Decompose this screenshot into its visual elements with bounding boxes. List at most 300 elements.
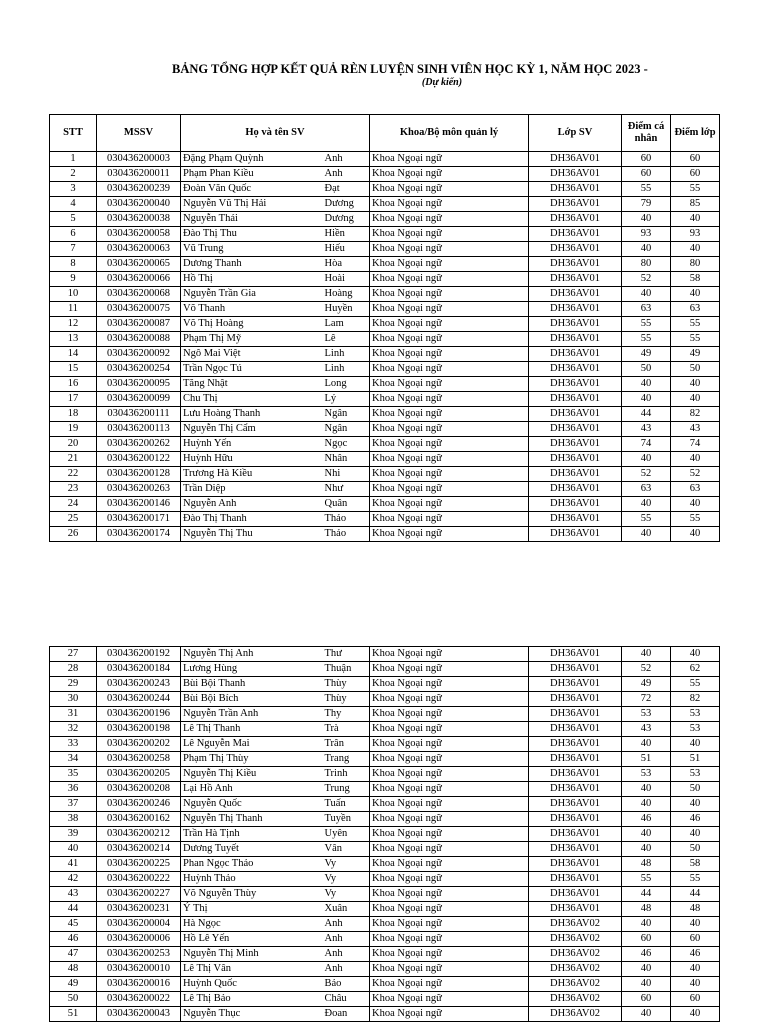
header-class: Lớp SV	[529, 115, 622, 152]
row-individual-score: 40	[622, 452, 671, 467]
row-individual-score: 79	[622, 197, 671, 212]
row-mssv: 030436200011	[97, 167, 181, 182]
table-row	[50, 662, 720, 677]
row-class: DH36AV01	[529, 872, 622, 887]
row-last-name: Hòa	[323, 257, 370, 272]
row-mssv: 030436200092	[97, 347, 181, 362]
row-class-score: 55	[671, 317, 720, 332]
row-class-score: 44	[671, 887, 720, 902]
document-title: BẢNG TỔNG HỢP KẾT QUẢ RÈN LUYỆN SINH VIÊN HỌC KỲ 1, NĂM HỌC 2023 -	[172, 62, 648, 76]
row-stt: 9	[50, 272, 97, 287]
row-last-name: Anh	[323, 152, 370, 167]
table-row	[50, 677, 720, 692]
row-last-name: Nhi	[323, 467, 370, 482]
row-mssv: 030436200227	[97, 887, 181, 902]
results-table-part1	[49, 114, 720, 542]
row-class: DH36AV01	[529, 722, 622, 737]
row-last-name: Anh	[323, 962, 370, 977]
row-last-name: Anh	[323, 167, 370, 182]
row-first-name: Vũ Trung	[181, 242, 323, 257]
row-individual-score: 52	[622, 467, 671, 482]
row-mssv: 030436200016	[97, 977, 181, 992]
row-mssv: 030436200010	[97, 962, 181, 977]
row-mssv: 030436200111	[97, 407, 181, 422]
row-mssv: 030436200128	[97, 467, 181, 482]
row-mssv: 030436200043	[97, 1007, 181, 1022]
row-first-name: Trần Diệp	[181, 482, 323, 497]
row-class: DH36AV01	[529, 422, 622, 437]
row-class: DH36AV02	[529, 917, 622, 932]
row-first-name: Nguyễn Thị Thu	[181, 527, 323, 542]
row-class-score: 85	[671, 197, 720, 212]
row-department: Khoa Ngoại ngữ	[370, 512, 529, 527]
row-department: Khoa Ngoại ngữ	[370, 692, 529, 707]
row-stt: 48	[50, 962, 97, 977]
row-class-score: 46	[671, 947, 720, 962]
row-last-name: Thùy	[323, 677, 370, 692]
row-first-name: Võ Thị Hoàng	[181, 317, 323, 332]
table-row	[50, 902, 720, 917]
row-last-name: Trinh	[323, 767, 370, 782]
row-class-score: 40	[671, 1007, 720, 1022]
row-stt: 46	[50, 932, 97, 947]
row-last-name: Long	[323, 377, 370, 392]
row-last-name: Hiếu	[323, 242, 370, 257]
row-last-name: Trà	[323, 722, 370, 737]
row-last-name: Linh	[323, 347, 370, 362]
row-department: Khoa Ngoại ngữ	[370, 317, 529, 332]
row-stt: 2	[50, 167, 97, 182]
row-stt: 29	[50, 677, 97, 692]
row-first-name: Chu Thị	[181, 392, 323, 407]
row-first-name: Hà Ngọc	[181, 917, 323, 932]
table-row	[50, 737, 720, 752]
row-mssv: 030436200088	[97, 332, 181, 347]
row-individual-score: 72	[622, 692, 671, 707]
row-mssv: 030436200087	[97, 317, 181, 332]
row-first-name: Đào Thị Thu	[181, 227, 323, 242]
row-department: Khoa Ngoại ngữ	[370, 182, 529, 197]
row-mssv: 030436200243	[97, 677, 181, 692]
row-last-name: Ngân	[323, 422, 370, 437]
row-class-score: 40	[671, 377, 720, 392]
row-class: DH36AV01	[529, 242, 622, 257]
row-stt: 28	[50, 662, 97, 677]
row-mssv: 030436200263	[97, 482, 181, 497]
row-class-score: 40	[671, 527, 720, 542]
row-class-score: 48	[671, 902, 720, 917]
row-class-score: 40	[671, 392, 720, 407]
row-stt: 31	[50, 707, 97, 722]
row-last-name: Đoan	[323, 1007, 370, 1022]
table-row	[50, 482, 720, 497]
row-first-name: Nguyễn Thục	[181, 1007, 323, 1022]
table-row	[50, 257, 720, 272]
row-class: DH36AV01	[529, 467, 622, 482]
row-class: DH36AV01	[529, 827, 622, 842]
row-class-score: 40	[671, 977, 720, 992]
row-class: DH36AV01	[529, 362, 622, 377]
row-first-name: Lê Thị Vân	[181, 962, 323, 977]
row-department: Khoa Ngoại ngữ	[370, 797, 529, 812]
row-mssv: 030436200171	[97, 512, 181, 527]
row-stt: 42	[50, 872, 97, 887]
row-department: Khoa Ngoại ngữ	[370, 872, 529, 887]
row-mssv: 030436200262	[97, 437, 181, 452]
row-last-name: Vy	[323, 872, 370, 887]
table-row	[50, 407, 720, 422]
row-department: Khoa Ngoại ngữ	[370, 962, 529, 977]
row-individual-score: 40	[622, 527, 671, 542]
table-row	[50, 722, 720, 737]
row-department: Khoa Ngoại ngữ	[370, 902, 529, 917]
row-department: Khoa Ngoại ngữ	[370, 857, 529, 872]
row-stt: 20	[50, 437, 97, 452]
row-department: Khoa Ngoại ngữ	[370, 782, 529, 797]
table-row	[50, 242, 720, 257]
row-stt: 13	[50, 332, 97, 347]
row-class-score: 55	[671, 677, 720, 692]
row-individual-score: 51	[622, 752, 671, 767]
row-class: DH36AV01	[529, 812, 622, 827]
row-individual-score: 55	[622, 182, 671, 197]
row-mssv: 030436200075	[97, 302, 181, 317]
row-class: DH36AV01	[529, 692, 622, 707]
table-row	[50, 227, 720, 242]
row-last-name: Thùy	[323, 692, 370, 707]
row-mssv: 030436200095	[97, 377, 181, 392]
row-last-name: Uyên	[323, 827, 370, 842]
row-department: Khoa Ngoại ngữ	[370, 887, 529, 902]
row-last-name: Anh	[323, 932, 370, 947]
table-body-part1	[50, 152, 720, 542]
row-individual-score: 60	[622, 992, 671, 1007]
row-individual-score: 46	[622, 947, 671, 962]
row-individual-score: 55	[622, 512, 671, 527]
row-class-score: 40	[671, 827, 720, 842]
header-department: Khoa/Bộ môn quản lý	[370, 115, 529, 152]
row-mssv: 030436200040	[97, 197, 181, 212]
row-first-name: Nguyễn Trần Anh	[181, 707, 323, 722]
row-mssv: 030436200205	[97, 767, 181, 782]
row-class-score: 49	[671, 347, 720, 362]
table-row	[50, 437, 720, 452]
row-first-name: Võ Nguyễn Thùy	[181, 887, 323, 902]
row-individual-score: 55	[622, 872, 671, 887]
row-department: Khoa Ngoại ngữ	[370, 827, 529, 842]
row-mssv: 030436200038	[97, 212, 181, 227]
row-stt: 26	[50, 527, 97, 542]
row-first-name: Lê Thị Thanh	[181, 722, 323, 737]
row-last-name: Dương	[323, 197, 370, 212]
row-individual-score: 48	[622, 902, 671, 917]
row-class-score: 80	[671, 257, 720, 272]
row-first-name: Lưu Hoàng Thanh	[181, 407, 323, 422]
row-class: DH36AV01	[529, 782, 622, 797]
row-last-name: Tuấn	[323, 797, 370, 812]
row-individual-score: 40	[622, 797, 671, 812]
row-last-name: Tuyền	[323, 812, 370, 827]
row-last-name: Hiền	[323, 227, 370, 242]
row-last-name: Ngân	[323, 407, 370, 422]
row-first-name: Ngô Mai Việt	[181, 347, 323, 362]
row-class-score: 55	[671, 872, 720, 887]
row-last-name: Lê	[323, 332, 370, 347]
row-department: Khoa Ngoại ngữ	[370, 1007, 529, 1022]
row-individual-score: 40	[622, 212, 671, 227]
row-class-score: 53	[671, 767, 720, 782]
row-class-score: 93	[671, 227, 720, 242]
table-row	[50, 647, 720, 662]
row-individual-score: 49	[622, 347, 671, 362]
row-stt: 47	[50, 947, 97, 962]
table-row	[50, 992, 720, 1007]
row-department: Khoa Ngoại ngữ	[370, 647, 529, 662]
row-individual-score: 63	[622, 302, 671, 317]
row-individual-score: 60	[622, 152, 671, 167]
table-row	[50, 872, 720, 887]
row-last-name: Nhân	[323, 452, 370, 467]
row-individual-score: 40	[622, 242, 671, 257]
header-name: Họ và tên SV	[181, 115, 370, 152]
table-row	[50, 797, 720, 812]
row-department: Khoa Ngoại ngữ	[370, 347, 529, 362]
row-first-name: Huỳnh Yến	[181, 437, 323, 452]
row-class: DH36AV02	[529, 977, 622, 992]
row-individual-score: 49	[622, 677, 671, 692]
row-department: Khoa Ngoại ngữ	[370, 767, 529, 782]
row-first-name: Trần Ngọc Tú	[181, 362, 323, 377]
row-last-name: Thảo	[323, 512, 370, 527]
table-row	[50, 497, 720, 512]
row-stt: 4	[50, 197, 97, 212]
table-row	[50, 167, 720, 182]
row-stt: 32	[50, 722, 97, 737]
row-class: DH36AV02	[529, 962, 622, 977]
row-individual-score: 52	[622, 272, 671, 287]
row-stt: 27	[50, 647, 97, 662]
row-individual-score: 40	[622, 782, 671, 797]
row-class-score: 40	[671, 962, 720, 977]
row-class-score: 40	[671, 452, 720, 467]
row-mssv: 030436200122	[97, 452, 181, 467]
row-mssv: 030436200099	[97, 392, 181, 407]
row-class-score: 58	[671, 857, 720, 872]
table-row	[50, 827, 720, 842]
row-department: Khoa Ngoại ngữ	[370, 377, 529, 392]
row-class: DH36AV01	[529, 302, 622, 317]
row-class-score: 53	[671, 722, 720, 737]
row-individual-score: 50	[622, 362, 671, 377]
row-first-name: Đoàn Văn Quốc	[181, 182, 323, 197]
row-individual-score: 44	[622, 407, 671, 422]
row-class: DH36AV02	[529, 932, 622, 947]
table-row	[50, 272, 720, 287]
row-class: DH36AV02	[529, 992, 622, 1007]
row-class: DH36AV01	[529, 902, 622, 917]
row-class: DH36AV01	[529, 527, 622, 542]
row-stt: 34	[50, 752, 97, 767]
table-row	[50, 692, 720, 707]
row-stt: 14	[50, 347, 97, 362]
row-first-name: Lại Hồ Anh	[181, 782, 323, 797]
row-department: Khoa Ngoại ngữ	[370, 707, 529, 722]
row-individual-score: 40	[622, 377, 671, 392]
row-first-name: Võ Thanh	[181, 302, 323, 317]
row-mssv: 030436200222	[97, 872, 181, 887]
table-row	[50, 362, 720, 377]
table-row	[50, 422, 720, 437]
table-row	[50, 767, 720, 782]
results-table-part2	[49, 646, 720, 1022]
row-class-score: 50	[671, 782, 720, 797]
row-class-score: 40	[671, 287, 720, 302]
row-department: Khoa Ngoại ngữ	[370, 977, 529, 992]
row-last-name: Linh	[323, 362, 370, 377]
row-class-score: 40	[671, 242, 720, 257]
row-mssv: 030436200174	[97, 527, 181, 542]
row-individual-score: 40	[622, 962, 671, 977]
row-department: Khoa Ngoại ngữ	[370, 917, 529, 932]
row-class-score: 58	[671, 272, 720, 287]
row-class-score: 74	[671, 437, 720, 452]
row-first-name: Nguyễn Thị Anh	[181, 647, 323, 662]
row-first-name: Lê Nguyễn Mai	[181, 737, 323, 752]
row-class-score: 52	[671, 467, 720, 482]
row-department: Khoa Ngoại ngữ	[370, 842, 529, 857]
row-class-score: 60	[671, 992, 720, 1007]
row-stt: 51	[50, 1007, 97, 1022]
row-mssv: 030436200258	[97, 752, 181, 767]
row-department: Khoa Ngoại ngữ	[370, 752, 529, 767]
row-mssv: 030436200225	[97, 857, 181, 872]
row-class: DH36AV01	[529, 317, 622, 332]
row-stt: 7	[50, 242, 97, 257]
row-first-name: Đào Thị Thanh	[181, 512, 323, 527]
row-last-name: Dương	[323, 212, 370, 227]
row-class: DH36AV01	[529, 212, 622, 227]
row-class: DH36AV01	[529, 182, 622, 197]
row-mssv: 030436200184	[97, 662, 181, 677]
row-first-name: Nguyễn Vũ Thị Hải	[181, 197, 323, 212]
row-last-name: Trang	[323, 752, 370, 767]
row-last-name: Vân	[323, 842, 370, 857]
row-mssv: 030436200253	[97, 947, 181, 962]
row-last-name: Vy	[323, 887, 370, 902]
row-last-name: Lam	[323, 317, 370, 332]
row-department: Khoa Ngoại ngữ	[370, 992, 529, 1007]
row-class-score: 55	[671, 512, 720, 527]
table-row	[50, 377, 720, 392]
row-individual-score: 40	[622, 917, 671, 932]
row-department: Khoa Ngoại ngữ	[370, 272, 529, 287]
row-first-name: Trần Hà Tịnh	[181, 827, 323, 842]
row-class-score: 40	[671, 737, 720, 752]
row-individual-score: 44	[622, 887, 671, 902]
row-class: DH36AV01	[529, 857, 622, 872]
row-mssv: 030436200058	[97, 227, 181, 242]
row-first-name: Nguyễn Thị Kiều	[181, 767, 323, 782]
header-stt: STT	[50, 115, 97, 152]
row-first-name: Phạm Thị Mỹ	[181, 332, 323, 347]
row-individual-score: 40	[622, 737, 671, 752]
row-department: Khoa Ngoại ngữ	[370, 152, 529, 167]
row-individual-score: 55	[622, 317, 671, 332]
row-class: DH36AV01	[529, 347, 622, 362]
row-first-name: Lương Hùng	[181, 662, 323, 677]
row-class-score: 60	[671, 167, 720, 182]
table-body-part2	[50, 647, 720, 1022]
row-individual-score: 40	[622, 392, 671, 407]
row-mssv: 030436200192	[97, 647, 181, 662]
row-stt: 23	[50, 482, 97, 497]
row-individual-score: 46	[622, 812, 671, 827]
row-class-score: 50	[671, 842, 720, 857]
table-row	[50, 887, 720, 902]
row-stt: 40	[50, 842, 97, 857]
row-last-name: Đạt	[323, 182, 370, 197]
row-mssv: 030436200006	[97, 932, 181, 947]
row-first-name: Phan Ngọc Thảo	[181, 857, 323, 872]
row-department: Khoa Ngoại ngữ	[370, 737, 529, 752]
row-class: DH36AV01	[529, 392, 622, 407]
row-mssv: 030436200066	[97, 272, 181, 287]
row-individual-score: 53	[622, 707, 671, 722]
row-first-name: Bùi Bội Thanh	[181, 677, 323, 692]
row-individual-score: 40	[622, 497, 671, 512]
row-class: DH36AV01	[529, 707, 622, 722]
row-individual-score: 60	[622, 932, 671, 947]
row-mssv: 030436200246	[97, 797, 181, 812]
table-row	[50, 152, 720, 167]
row-class: DH36AV01	[529, 152, 622, 167]
row-department: Khoa Ngoại ngữ	[370, 362, 529, 377]
row-mssv: 030436200003	[97, 152, 181, 167]
row-department: Khoa Ngoại ngữ	[370, 392, 529, 407]
row-first-name: Hồ Lê Yến	[181, 932, 323, 947]
row-last-name: Lý	[323, 392, 370, 407]
row-individual-score: 93	[622, 227, 671, 242]
row-individual-score: 40	[622, 842, 671, 857]
row-last-name: Xuân	[323, 902, 370, 917]
row-class-score: 46	[671, 812, 720, 827]
row-department: Khoa Ngoại ngữ	[370, 722, 529, 737]
row-class: DH36AV01	[529, 227, 622, 242]
table-row	[50, 302, 720, 317]
header-mssv: MSSV	[97, 115, 181, 152]
row-mssv: 030436200214	[97, 842, 181, 857]
row-mssv: 030436200063	[97, 242, 181, 257]
row-class: DH36AV01	[529, 887, 622, 902]
row-last-name: Vy	[323, 857, 370, 872]
row-mssv: 030436200113	[97, 422, 181, 437]
row-class-score: 50	[671, 362, 720, 377]
row-class: DH36AV01	[529, 842, 622, 857]
row-class-score: 40	[671, 797, 720, 812]
row-stt: 24	[50, 497, 97, 512]
row-stt: 5	[50, 212, 97, 227]
row-last-name: Trân	[323, 737, 370, 752]
row-department: Khoa Ngoại ngữ	[370, 497, 529, 512]
row-stt: 11	[50, 302, 97, 317]
row-class-score: 63	[671, 482, 720, 497]
table-row	[50, 752, 720, 767]
row-individual-score: 40	[622, 827, 671, 842]
row-first-name: Huỳnh Quốc	[181, 977, 323, 992]
row-last-name: Huyền	[323, 302, 370, 317]
row-mssv: 030436200068	[97, 287, 181, 302]
row-class: DH36AV01	[529, 482, 622, 497]
